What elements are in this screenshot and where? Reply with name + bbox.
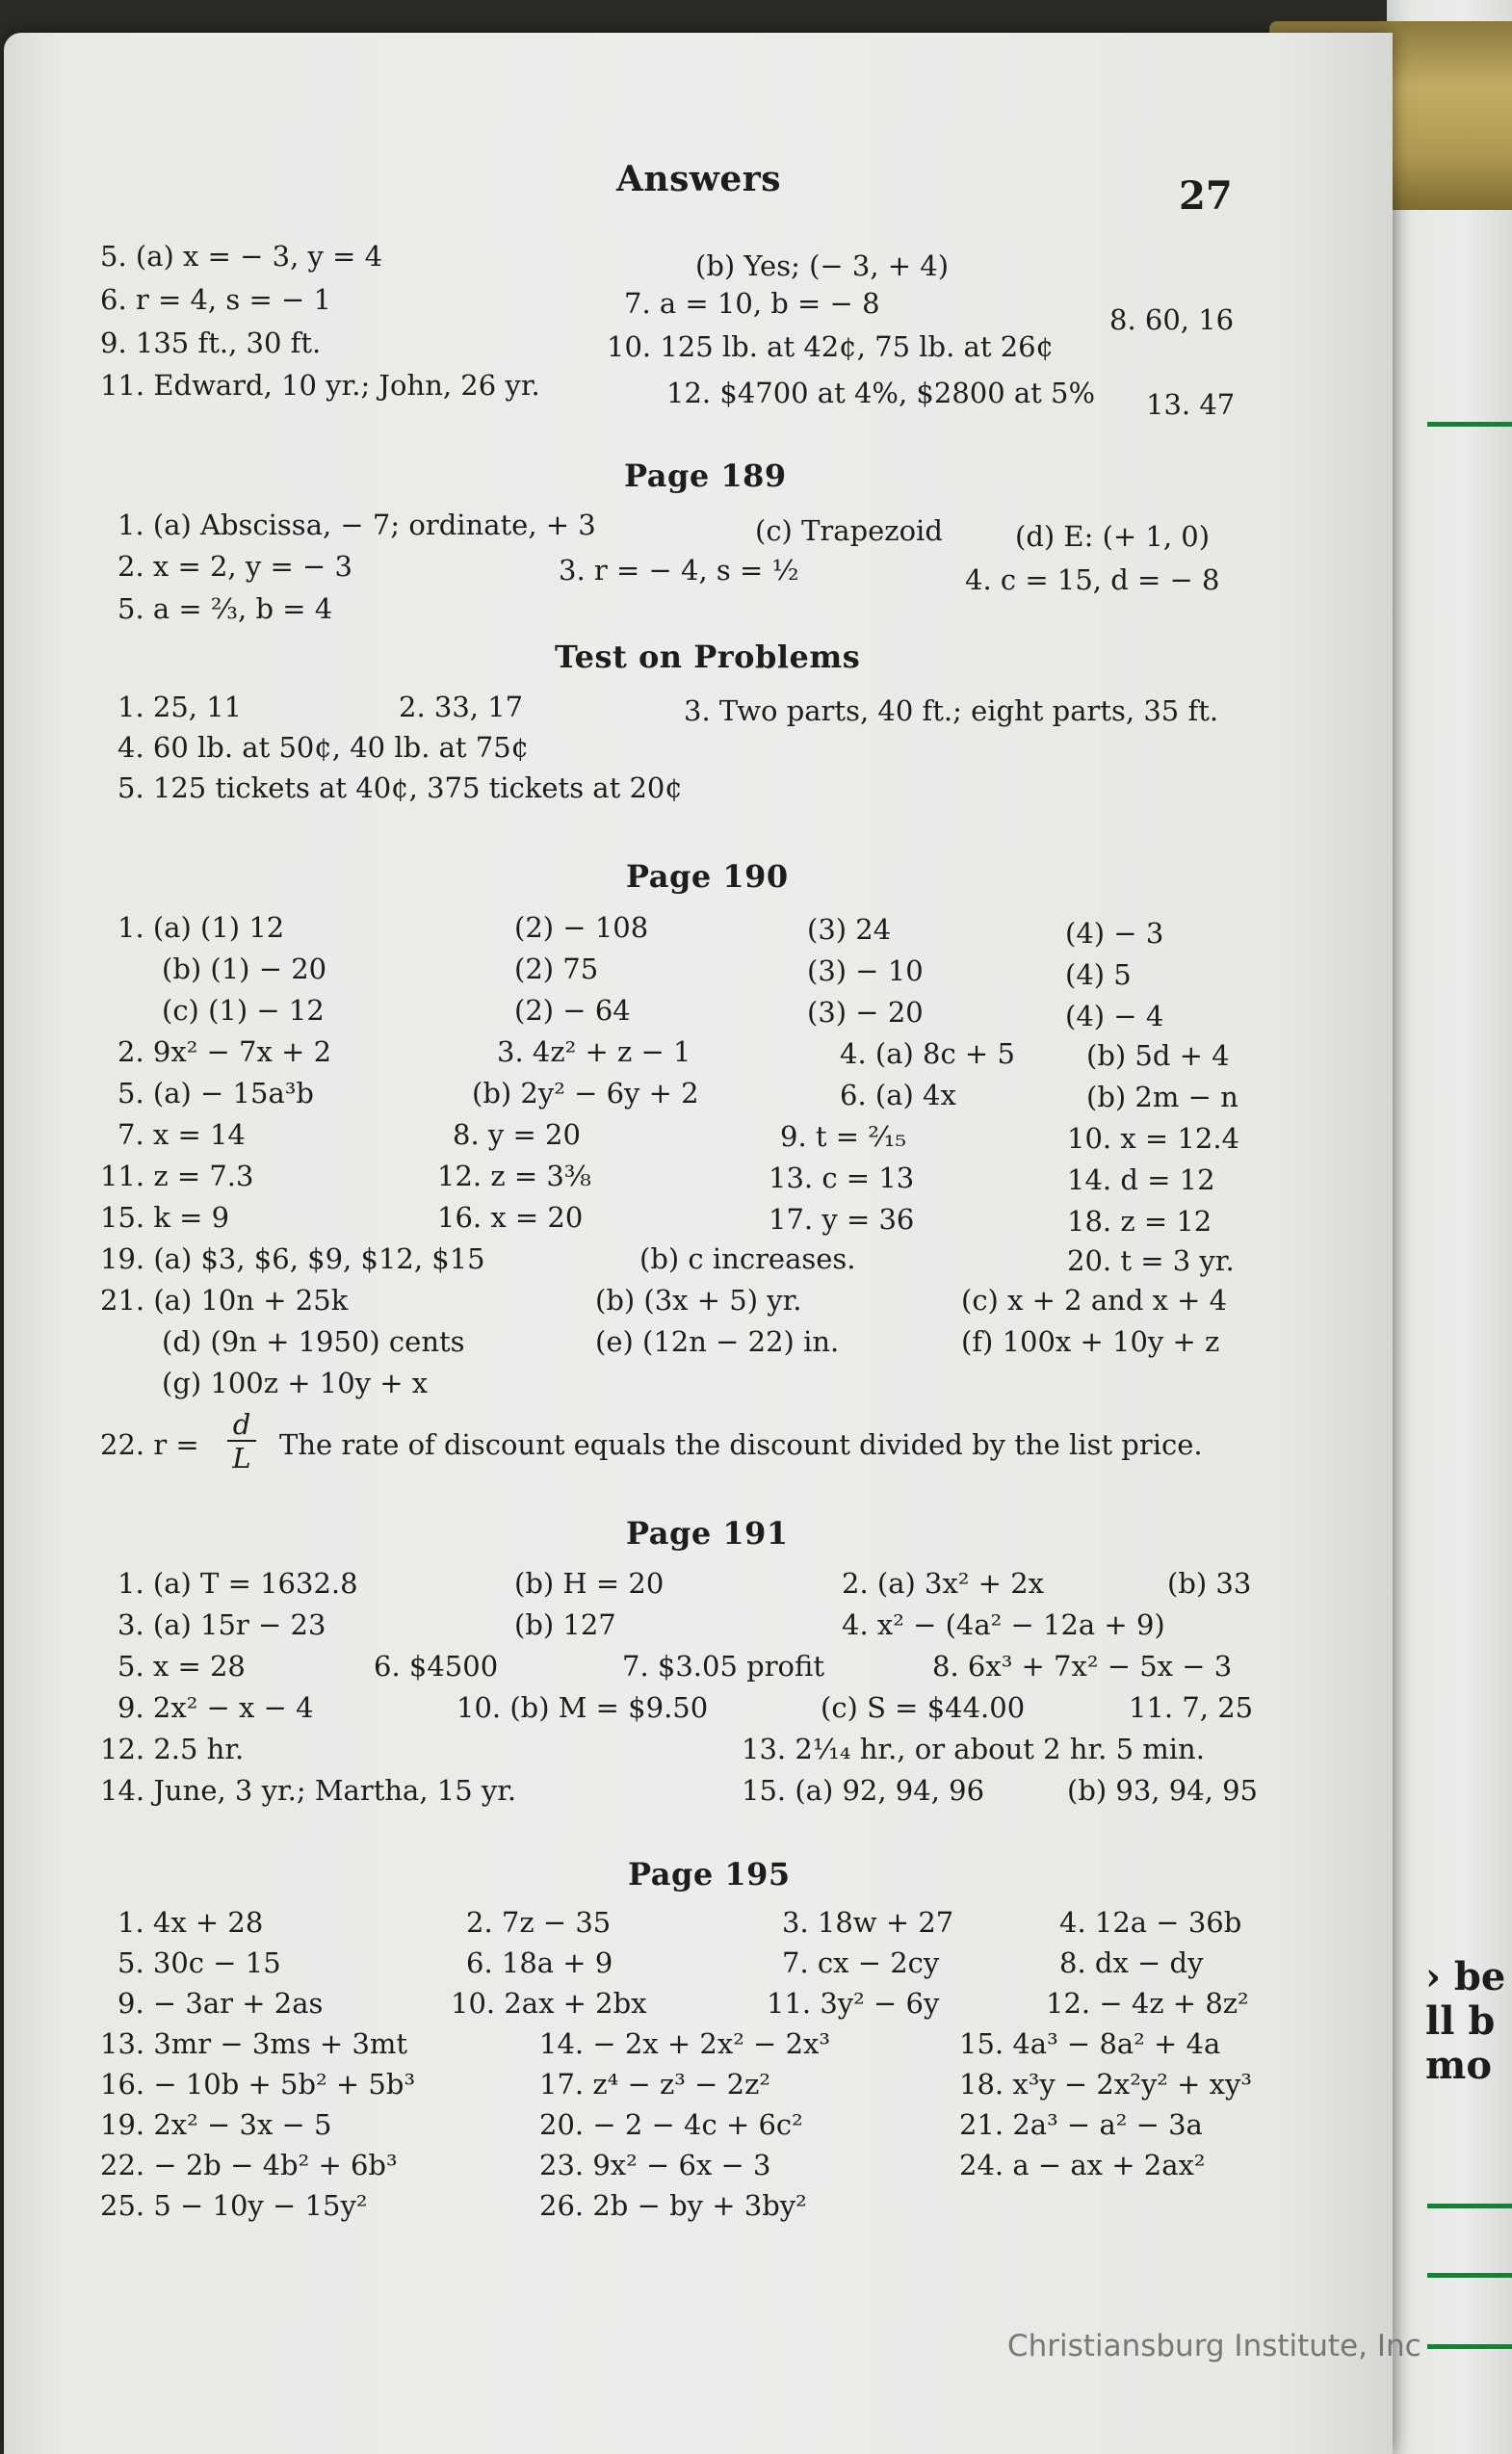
answer-line: (b) c increases.: [639, 1242, 856, 1275]
answer-line: 7. a = 10, b = − 8: [624, 287, 880, 320]
answer-line: 10. x = 12.4: [1067, 1122, 1239, 1155]
answer-line: 21. (a) 10n + 25k: [100, 1284, 349, 1317]
answer-line: 8. 60, 16: [1109, 303, 1235, 336]
answer-line: 11. z = 7.3: [100, 1160, 254, 1192]
answer-line: 1. 25, 11: [117, 691, 243, 723]
answer-line: (b) 2m − n: [1086, 1081, 1238, 1113]
answer-line: 15. 4a³ − 8a² + 4a: [959, 2027, 1221, 2060]
answer-line: 8. 6x³ + 7x² − 5x − 3: [932, 1650, 1233, 1683]
answer-line: 6. 18a + 9: [466, 1946, 613, 1979]
answer-line: (4) 5: [1065, 958, 1132, 991]
answer-line: 18. z = 12: [1067, 1205, 1212, 1238]
adjacent-text-line: ll b: [1425, 1998, 1496, 2044]
answer-line: 13. 3mr − 3ms + 3mt: [100, 2027, 408, 2060]
answer-line: (3) 24: [807, 913, 892, 946]
answer-line: (b) 5d + 4: [1086, 1039, 1230, 1072]
answer-line: 5. x = 28: [117, 1650, 246, 1683]
answer-line: (e) (12n − 22) in.: [595, 1325, 840, 1358]
answer-line: (3) − 10: [807, 954, 924, 987]
answer-line: 7. x = 14: [117, 1118, 246, 1151]
answer-line: 6. r = 4, s = − 1: [100, 283, 331, 316]
answer-line: 19. (a) $3, $6, $9, $12, $15: [100, 1242, 485, 1275]
answer-line: (b) 93, 94, 95: [1067, 1774, 1258, 1807]
answer-line: (d) E: (+ 1, 0): [1015, 520, 1211, 553]
answer-line: (c) (1) − 12: [162, 994, 325, 1027]
answer-line: 20. − 2 − 4c + 6c²: [539, 2108, 803, 2141]
answer-line: 5. 30c − 15: [117, 1946, 281, 1979]
answer-line: (4) − 3: [1065, 917, 1164, 950]
answer-line: 11. 7, 25: [1129, 1691, 1254, 1724]
answer-line: 3. Two parts, 40 ft.; eight parts, 35 ft.: [684, 694, 1219, 727]
answer-line: 5. 125 tickets at 40¢, 375 tickets at 20¢: [117, 771, 683, 804]
answer-line: 7. $3.05 profit: [622, 1650, 825, 1683]
answer-line: 17. z⁴ − z³ − 2z²: [539, 2068, 770, 2101]
answer-line: 14. June, 3 yr.; Martha, 15 yr.: [100, 1774, 517, 1807]
answer-line: (f) 100x + 10y + z: [961, 1325, 1220, 1358]
answer-line: 15. (a) 92, 94, 96: [742, 1774, 985, 1807]
answer-line: (g) 100z + 10y + x: [162, 1367, 429, 1399]
answer-line: (2) 75: [514, 953, 599, 985]
answer-line: (c) S = $44.00: [821, 1691, 1026, 1724]
answer-line: 26. 2b − by + 3by²: [539, 2189, 807, 2222]
answer-line: 4. (a) 8c + 5: [840, 1037, 1015, 1070]
answer-line: 6. (a) 4x: [840, 1079, 956, 1111]
answer-line: 3. 4z² + z − 1: [497, 1035, 691, 1068]
answer-line: 5. (a) − 15a³b: [117, 1077, 314, 1110]
answer-line: 14. d = 12: [1067, 1163, 1215, 1196]
section-heading: Test on Problems: [555, 639, 861, 675]
answer-line: 20. t = 3 yr.: [1067, 1244, 1235, 1277]
answer-line: The rate of discount equals the discount divided by the list price.: [279, 1428, 1203, 1461]
answer-line: 13. 2¹⁄₁₄ hr., or about 2 hr. 5 min.: [742, 1733, 1205, 1765]
answer-line: (3) − 20: [807, 996, 924, 1029]
answer-line: 2. 7z − 35: [466, 1906, 612, 1939]
answer-line: (b) 127: [514, 1608, 616, 1641]
answer-line: 16. − 10b + 5b² + 5b³: [100, 2068, 416, 2101]
answer-line: 19. 2x² − 3x − 5: [100, 2108, 332, 2141]
answer-line: 1. (a) T = 1632.8: [117, 1567, 358, 1600]
answer-line: 11. 3y² − 6y: [767, 1987, 940, 2020]
fraction-numerator: d: [227, 1409, 256, 1442]
answer-line: 10. (b) M = $9.50: [456, 1691, 709, 1724]
answer-line: (2) − 64: [514, 994, 631, 1027]
answer-line: 17. y = 36: [769, 1203, 915, 1236]
answer-line: 2. 33, 17: [399, 691, 524, 723]
answer-line: 9. − 3ar + 2as: [117, 1987, 324, 2020]
answer-line: 2. x = 2, y = − 3: [117, 550, 352, 583]
answer-line: 12. − 4z + 8z²: [1046, 1987, 1249, 2020]
section-heading: Page 190: [626, 858, 789, 895]
section-heading: Page 195: [628, 1856, 791, 1893]
adjacent-text-line: › be: [1425, 1955, 1506, 1999]
section-heading: Page 189: [624, 457, 787, 494]
answer-line: 18. x³y − 2x²y² + xy³: [959, 2068, 1252, 2101]
answer-line: 21. 2a³ − a² − 3a: [959, 2108, 1203, 2141]
answer-line: (b) 33: [1167, 1567, 1252, 1600]
answer-line: 12. $4700 at 4%, $2800 at 5%: [666, 377, 1096, 409]
answer-line: 4. x² − (4a² − 12a + 9): [842, 1608, 1165, 1641]
answer-line: 8. y = 20: [453, 1118, 581, 1151]
answer-line: 9. 135 ft., 30 ft.: [100, 326, 322, 359]
fraction-d-over-L: [227, 1409, 256, 1475]
green-rule: [1427, 2273, 1512, 2278]
answer-line: 7. cx − 2cy: [782, 1946, 940, 1979]
answer-line: (b) H = 20: [514, 1567, 665, 1600]
section-heading: Page 191: [626, 1515, 789, 1552]
watermark: Christiansburg Institute, Inc: [1007, 2329, 1421, 2363]
answer-line: 3. (a) 15r − 23: [117, 1608, 326, 1641]
answer-line: (b) (1) − 20: [162, 953, 327, 985]
answer-line: 1. (a) (1) 12: [117, 911, 285, 944]
answer-line: 4. c = 15, d = − 8: [965, 563, 1220, 596]
answer-line: 3. r = − 4, s = ½: [559, 554, 799, 587]
answer-line: (c) Trapezoid: [755, 514, 943, 547]
answer-line: (2) − 108: [514, 911, 649, 944]
answer-line: (b) (3x + 5) yr.: [595, 1284, 802, 1317]
answer-line: 22. r =: [100, 1428, 199, 1461]
answer-line: 5. a = ⅔, b = 4: [117, 592, 333, 625]
answer-line: 25. 5 − 10y − 15y²: [100, 2189, 368, 2222]
answer-line: 4. 12a − 36b: [1059, 1906, 1242, 1939]
page-title: Answers: [616, 159, 782, 199]
answer-line: 23. 9x² − 6x − 3: [539, 2149, 771, 2181]
answer-line: 15. k = 9: [100, 1201, 230, 1234]
answer-line: 2. 9x² − 7x + 2: [117, 1035, 332, 1068]
fraction-denominator: L: [232, 1442, 251, 1475]
answer-line: 5. (a) x = − 3, y = 4: [100, 240, 383, 273]
answer-line: 11. Edward, 10 yr.; John, 26 yr.: [100, 369, 540, 402]
answer-line: 2. (a) 3x² + 2x: [842, 1567, 1044, 1600]
answer-line: 12. 2.5 hr.: [100, 1733, 245, 1765]
answer-line: 13. c = 13: [769, 1162, 915, 1194]
answer-line: 14. − 2x + 2x² − 2x³: [539, 2027, 830, 2060]
green-rule: [1427, 2204, 1512, 2208]
answer-line: 9. 2x² − x − 4: [117, 1691, 314, 1724]
answer-line: 1. (a) Abscissa, − 7; ordinate, + 3: [117, 509, 596, 541]
answer-line: (d) (9n + 1950) cents: [162, 1325, 465, 1358]
answer-line: 8. dx − dy: [1059, 1946, 1204, 1979]
answer-line: (c) x + 2 and x + 4: [961, 1284, 1228, 1317]
answer-line: 16. x = 20: [437, 1201, 584, 1234]
answer-line: 22. − 2b − 4b² + 6b³: [100, 2149, 398, 2181]
answer-line: (b) Yes; (− 3, + 4): [695, 249, 950, 282]
answer-line: 6. $4500: [374, 1650, 499, 1683]
green-rule: [1427, 2344, 1512, 2349]
answer-line: 4. 60 lb. at 50¢, 40 lb. at 75¢: [117, 731, 530, 764]
answer-line: 3. 18w + 27: [782, 1906, 954, 1939]
adjacent-page-text: [1425, 1955, 1512, 2088]
answer-line: (b) 2y² − 6y + 2: [472, 1077, 699, 1110]
answer-line: 9. t = ²⁄₁₅: [780, 1120, 906, 1153]
answer-line: 10. 125 lb. at 42¢, 75 lb. at 26¢: [607, 330, 1055, 363]
green-rule: [1427, 422, 1512, 427]
answer-line: 12. z = 3⅜: [437, 1160, 591, 1192]
page-number: 27: [1179, 173, 1233, 219]
answer-line: 10. 2ax + 2bx: [451, 1987, 647, 2020]
answer-line: 13. 47: [1146, 388, 1236, 421]
answer-line: (4) − 4: [1065, 1000, 1164, 1032]
adjacent-text-line: mo: [1425, 2043, 1493, 2088]
answer-line: 1. 4x + 28: [117, 1906, 264, 1939]
answer-line: 24. a − ax + 2ax²: [959, 2149, 1206, 2181]
